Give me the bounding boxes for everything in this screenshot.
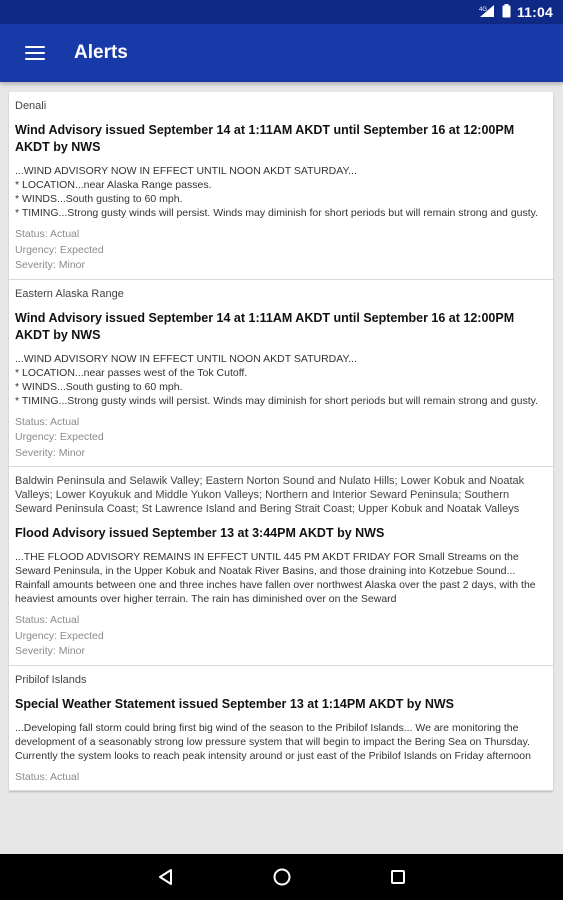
alert-description: ...Developing fall storm could bring first big wind of the season to the Pribilof Islands... We are monitoring the development of a seasonably strong low pressure system that will begin to impact the Bering Sea on Thursday. Currently the system looks to reach peak intensity around or just east of the Pribilof Islands on Friday afternoon (15, 721, 531, 762)
alert-area: Denali (15, 100, 47, 112)
page-title: Alerts (74, 42, 128, 63)
alert-description: ...WIND ADVISORY NOW IN EFFECT UNTIL NOON AKDT SATURDAY... * LOCATION...near Alaska Range passes. * WINDS...South gusting to 60 mph. * TIMING...Strong gusty winds will persist. Winds may diminish for short periods but will remain strong and gusty. (15, 165, 539, 219)
alert-headline: Flood Advisory issued September 13 at 3:44PM AKDT by NWS (15, 526, 385, 540)
alert-card[interactable] (9, 666, 553, 792)
recents-square-icon (389, 868, 407, 886)
status-time: 11:04 (516, 4, 553, 20)
alert-area: Pribilof Islands (15, 673, 87, 686)
system-nav-bar (0, 854, 563, 900)
alert-severity: Severity: Minor (15, 259, 86, 271)
alert-status: Status: Actual (15, 770, 80, 783)
alert-card[interactable] (9, 280, 553, 468)
alert-meta (15, 415, 547, 462)
recents-button[interactable] (386, 865, 410, 889)
alert-headline: Special Weather Statement issued September 13 at 1:14PM AKDT by NWS (15, 696, 455, 711)
alerts-list (9, 92, 553, 791)
alert-headline: Wind Advisory issued September 14 at 1:11AM AKDT until September 16 at 12:00PM AKDT by NWS (15, 123, 515, 154)
hamburger-menu-icon (25, 46, 45, 60)
alert-severity: Severity: Minor (15, 446, 86, 459)
alert-card[interactable] (9, 92, 553, 280)
home-button[interactable] (270, 865, 294, 889)
alert-meta (15, 613, 547, 660)
alert-description: ...WIND ADVISORY NOW IN EFFECT UNTIL NOON AKDT SATURDAY... * LOCATION...near passes west of the Tok Cutoff. * WINDS...South gusting to 60 mph. * TIMING...Strong gusty winds will persist. Winds may diminish for short periods but will remain strong and gusty. (15, 352, 539, 407)
alert-headline: Wind Advisory issued September 14 at 1:11AM AKDT until September 16 at 12:00PM AKDT by NWS (15, 310, 515, 342)
menu-button[interactable] (0, 24, 70, 82)
app-bar (0, 24, 563, 82)
svg-text:4G: 4G (478, 6, 487, 13)
alert-meta (15, 770, 547, 786)
alert-card[interactable] (9, 467, 553, 666)
alert-urgency: Urgency: Expected (15, 431, 104, 443)
alert-status: Status: Actual (15, 415, 80, 428)
back-button[interactable] (154, 865, 178, 889)
signal-lte-icon (478, 4, 496, 21)
status-bar (0, 0, 563, 24)
back-triangle-icon (157, 868, 175, 886)
alerts-content[interactable] (0, 82, 563, 854)
home-circle-icon (272, 867, 292, 887)
alert-status: Status: Actual (15, 614, 80, 626)
alert-severity: Severity: Minor (15, 645, 86, 657)
alert-meta (15, 227, 547, 274)
battery-icon (502, 4, 511, 21)
alert-description: ...THE FLOOD ADVISORY REMAINS IN EFFECT UNTIL 445 PM AKDT FRIDAY FOR Small Streams on the Seward Peninsula, in the Upper Kobuk and Noatak River Basins, and those draining into Kotzebue Sound... Rainfall amounts between one and three inches have fallen over northwest Alaska over the past 2 days, with the heaviest amounts over higher terrain. The rain has diminished over on the Seward (15, 551, 536, 605)
alert-area: Baldwin Peninsula and Selawik Valley; Eastern Norton Sound and Nulato Hills; Lower Kobuk and Noatak Valleys; Lower Koyukuk and Middle Yukon Valleys; Northern and Interior Seward Peninsula; Southern Seward Peninsula Coast; St Lawrence Island and Bering Strait Coast; Upper Kobuk and Noatak Valleys (15, 475, 525, 515)
alert-status: Status: Actual (15, 228, 80, 240)
alert-area: Eastern Alaska Range (15, 287, 124, 300)
alert-urgency: Urgency: Expected (15, 629, 104, 642)
alert-urgency: Urgency: Expected (15, 243, 104, 256)
